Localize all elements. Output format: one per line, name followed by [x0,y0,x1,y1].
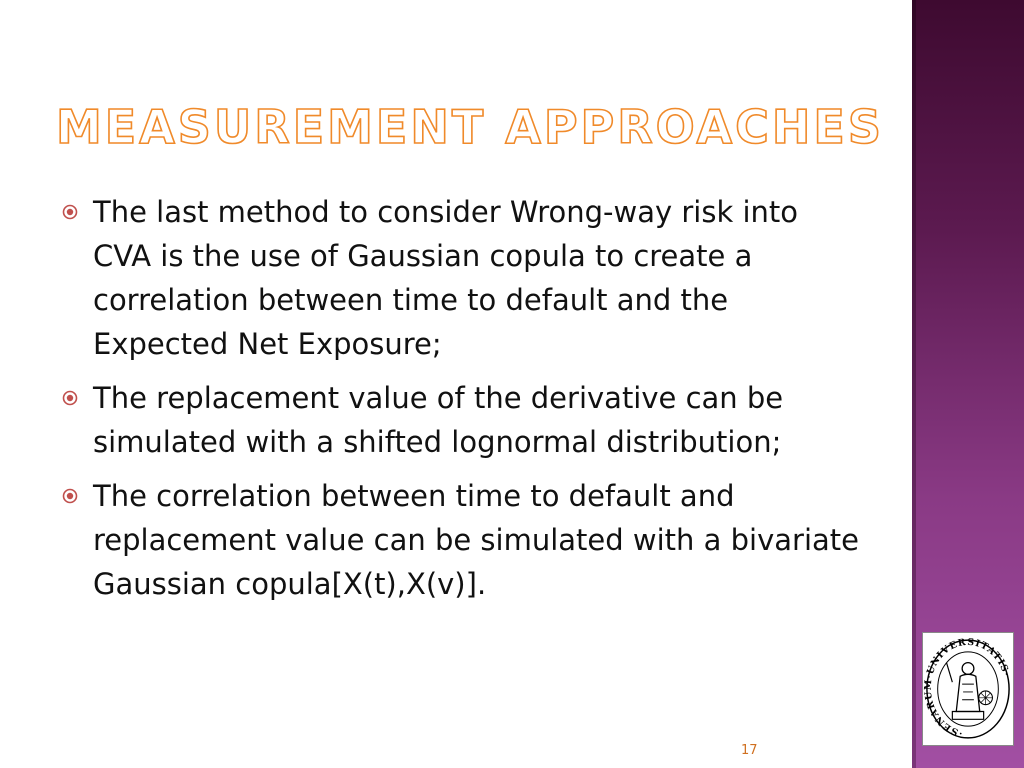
bullet-circle-icon [62,390,78,406]
svg-text:·SENARUM·UNIVERSITATIS·: ·SENARUM·UNIVERSITATIS· [923,636,1012,739]
bullet-item [60,190,860,366]
bullet-text: The last method to consider Wrong-way risk into CVA is the use of Gaussian copula to create a correlation between time to default and the Expected Net Exposure; [93,195,799,361]
bullet-circle-icon [62,204,78,220]
bullet-circle-icon [62,488,78,504]
bullet-text: The replacement value of the derivative can be simulated with a shifted lognormal distribution; [93,381,784,459]
slide-title: MEASUREMENT APPROACHES [56,100,884,154]
university-seal-icon [923,633,1013,745]
bullet-list [60,190,860,616]
bullet-text: The correlation between time to default and replacement value can be simulated with a bivariate Gaussian copula[X(t),X(v)]. [93,479,859,601]
university-seal-logo [922,632,1014,746]
bullet-item [60,376,860,464]
bullet-item [60,474,860,606]
page-number: 17 [741,743,758,758]
